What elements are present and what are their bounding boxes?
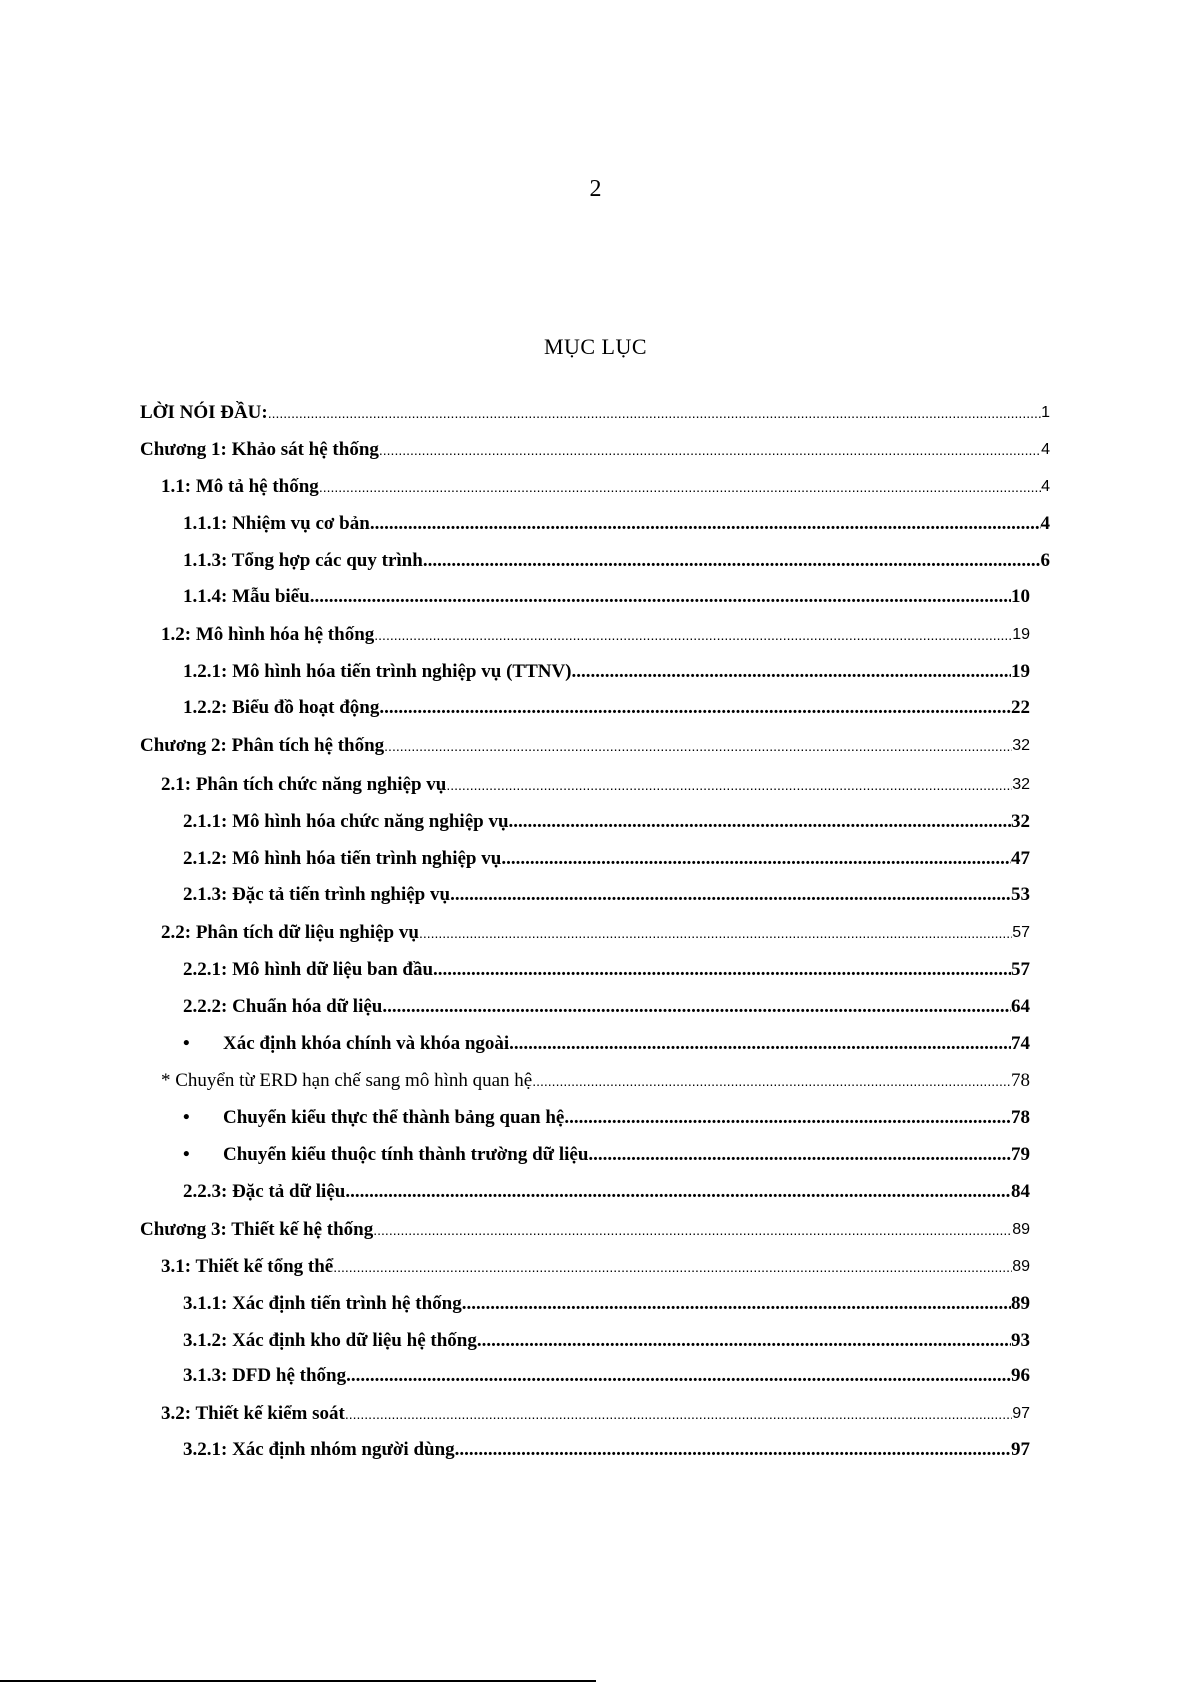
toc-leader-dots [310,585,1011,609]
toc-entry-page: 10 [1011,586,1030,607]
toc-entry-page: 4 [1041,441,1050,458]
toc-entry[interactable] [183,1032,1030,1056]
toc-leader-dots [588,1143,1011,1167]
toc-leader-dots [532,1069,1011,1093]
toc-entry-page: 47 [1011,848,1030,869]
toc-entry-title: 2.2: Phân tích dữ liệu nghiệp vụ [161,922,419,943]
toc-leader-dots [382,995,1011,1019]
toc-entry-title: 1.2.1: Mô hình hóa tiến trình nghiệp vụ (TTNV) [183,661,572,682]
toc-leader-dots [384,734,1012,758]
toc-leader-dots [379,696,1011,720]
toc-entry-page: 89 [1012,1258,1030,1275]
toc-entry-title: * Chuyển từ ERD hạn chế sang mô hình quan hệ [161,1070,533,1091]
toc-entry[interactable] [161,1255,1030,1279]
toc-entry-page: 53 [1011,884,1030,905]
toc-entry-title: 2.1.2: Mô hình hóa tiến trình nghiệp vụ [183,848,502,869]
toc-leader-dots [433,958,1011,982]
toc-entry[interactable] [183,549,1050,573]
toc-entry[interactable] [183,995,1030,1019]
toc-entry[interactable] [161,1069,1030,1093]
toc-entry-title: 1.1.1: Nhiệm vụ cơ bản [183,513,370,534]
toc-entry-page: 1 [1041,404,1050,421]
toc-entry-page: 93 [1011,1330,1030,1351]
toc-entry[interactable] [183,847,1030,871]
toc-entry-page: 64 [1011,996,1030,1017]
toc-entry[interactable] [183,1106,1030,1130]
toc-entry-page: 19 [1012,626,1030,643]
toc-entry[interactable] [140,438,1050,462]
toc-entry-title: 1.1: Mô tả hệ thống [161,476,319,497]
toc-entry-page: 57 [1011,959,1030,980]
toc-entry-page: 89 [1012,1221,1030,1238]
toc-entry[interactable] [161,921,1030,945]
toc-leader-dots [572,660,1011,684]
toc-entry-page: 89 [1011,1293,1030,1314]
toc-entry-page: 19 [1011,661,1030,682]
bullet-icon: • [183,1033,190,1054]
toc-entry-page: 57 [1012,924,1030,941]
toc-leader-dots [501,847,1011,871]
toc-leader-dots [509,1032,1011,1056]
toc-entry[interactable] [183,958,1030,982]
toc-entry-title: 3.2.1: Xác định nhóm người dùng [183,1439,455,1460]
toc-entry[interactable] [183,1438,1030,1462]
toc-entry-title: Xác định khóa chính và khóa ngoài [223,1033,510,1054]
toc-entry-title: 2.1: Phân tích chức năng nghiệp vụ [161,774,447,795]
toc-entry[interactable] [140,1218,1030,1242]
toc-entry-page: 4 [1041,478,1050,495]
toc-entry-title: 1.2: Mô hình hóa hệ thống [161,624,375,645]
toc-entry-page: 97 [1011,1439,1030,1460]
toc-leader-dots [373,1218,1012,1242]
toc-entry[interactable] [183,696,1030,720]
toc-entry[interactable] [183,1292,1030,1316]
toc-entry[interactable] [183,1180,1030,1204]
toc-entry-title: 3.1: Thiết kế tổng thể [161,1256,334,1277]
toc-leader-dots [268,401,1041,425]
toc-entry-title: 3.1.1: Xác định tiến trình hệ thống [183,1293,462,1314]
toc-entry-title: 2.1.3: Đặc tả tiến trình nghiệp vụ [183,884,451,905]
toc-entry[interactable] [161,475,1050,499]
toc-entry-title: Chương 2: Phân tích hệ thống [140,735,385,756]
toc-entry[interactable] [183,660,1030,684]
toc-entry[interactable] [161,623,1030,647]
toc-entry-title: 1.1.4: Mẫu biểu [183,586,310,607]
toc-entry[interactable] [140,734,1030,758]
toc-entry[interactable] [161,1402,1030,1426]
toc-entry-title: 2.2.2: Chuẩn hóa dữ liệu [183,996,383,1017]
toc-entry-title: 2.2.3: Đặc tả dữ liệu [183,1181,346,1202]
toc-entry-page: 4 [1040,513,1050,534]
toc-leader-dots [446,773,1012,797]
toc-entry-page: 32 [1011,811,1030,832]
toc-entry[interactable] [183,1329,1030,1353]
toc-entry-page: 78 [1011,1107,1030,1128]
toc-entry-title: LỜI NÓI ĐẦU: [140,402,268,423]
toc-entry-title: 3.1.3: DFD hệ thống [183,1365,347,1386]
toc-entry[interactable] [183,1364,1030,1388]
toc-entry[interactable] [140,401,1050,425]
toc-entry[interactable] [183,1143,1030,1167]
toc-entry-title: 3.2: Thiết kế kiểm soát [161,1403,345,1424]
toc-leader-dots [509,810,1011,834]
page-number: 2 [589,176,602,202]
toc-leader-dots [462,1292,1011,1316]
footer-rule [0,1680,596,1682]
toc-leader-dots [319,475,1041,499]
toc-entry-page: 22 [1011,697,1030,718]
toc-entry[interactable] [183,810,1030,834]
toc-entry-page: 32 [1012,737,1030,754]
toc-leader-dots [455,1438,1011,1462]
toc-entry[interactable] [161,773,1030,797]
toc-entry-title: 2.2.1: Mô hình dữ liệu ban đầu [183,959,434,980]
toc-title: MỤC LỤC [543,334,648,359]
toc-entry[interactable] [183,585,1030,609]
toc-leader-dots [346,1364,1011,1388]
toc-entry[interactable] [183,512,1050,536]
toc-leader-dots [564,1106,1011,1130]
toc-entry-title: Chương 1: Khảo sát hệ thống [140,439,379,460]
bullet-icon: • [183,1107,190,1128]
bullet-icon: • [183,1144,190,1165]
toc-entry-page: 96 [1011,1365,1030,1386]
toc-entry-title: 2.1.1: Mô hình hóa chức năng nghiệp vụ [183,811,509,832]
toc-entry-title: Chương 3: Thiết kế hệ thống [140,1219,374,1240]
toc-leader-dots [345,1180,1011,1204]
toc-leader-dots [450,883,1011,907]
toc-entry-page: 32 [1012,776,1030,793]
toc-entry-page: 74 [1011,1033,1030,1054]
toc-leader-dots [419,921,1012,945]
toc-leader-dots [370,512,1041,536]
toc-entry-title: 3.1.2: Xác định kho dữ liệu hệ thống [183,1330,477,1351]
toc-entry[interactable] [183,883,1030,907]
toc-entry-page: 79 [1011,1144,1030,1165]
toc-leader-dots [423,549,1041,573]
toc-entry-page: 84 [1011,1181,1030,1202]
toc-entry-page: 6 [1040,550,1050,571]
toc-entry-page: 78 [1011,1070,1030,1091]
toc-entry-title: 1.2.2: Biểu đồ hoạt động [183,697,380,718]
toc-entry-page: 97 [1012,1405,1030,1422]
toc-entry-title: Chuyển kiểu thuộc tính thành trường dữ liệu [223,1144,589,1165]
toc-entry-title: 1.1.3: Tổng hợp các quy trình [183,550,423,571]
toc-leader-dots [477,1329,1011,1353]
toc-leader-dots [345,1402,1012,1426]
toc-leader-dots [379,438,1041,462]
toc-entry-title: Chuyển kiểu thực thể thành bảng quan hệ [223,1107,565,1128]
toc-leader-dots [333,1255,1012,1279]
toc-leader-dots [374,623,1012,647]
